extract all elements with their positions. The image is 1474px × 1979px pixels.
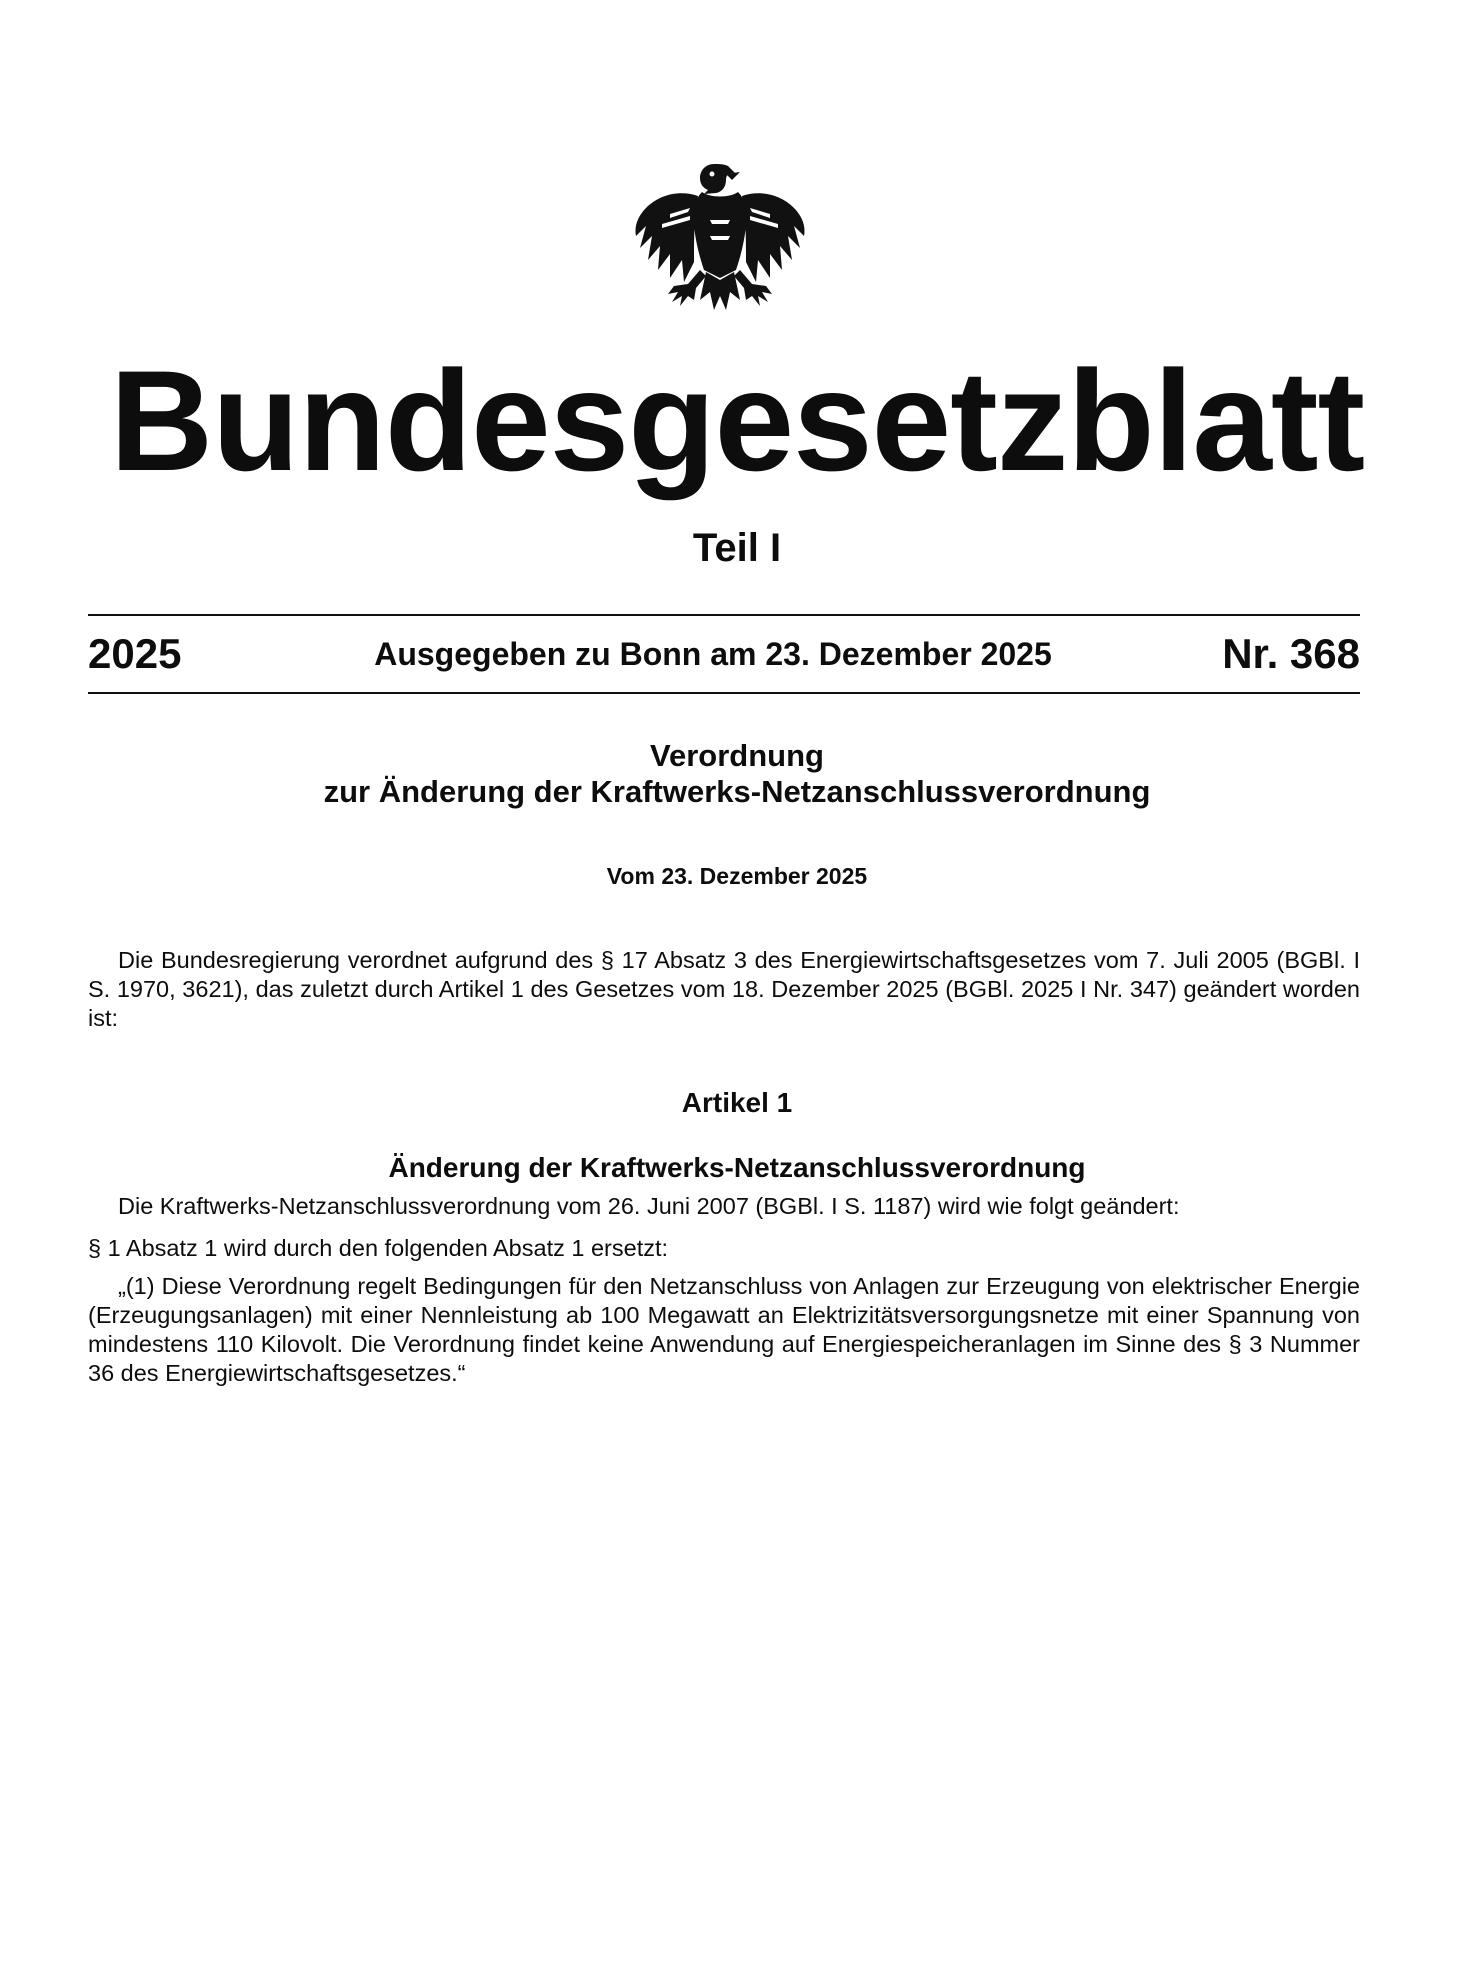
bundesadler-eagle-icon (630, 160, 810, 325)
article-heading: Artikel 1 (681, 1087, 793, 1118)
issue-bar (88, 630, 1360, 680)
divider-bottom (88, 692, 1360, 694)
document-title-line2: zur Änderung der Kraftwerks-Netzanschlussverordnung (323, 774, 1151, 809)
article-new-text-paragraph: „(1) Diese Verordnung regelt Bedingungen für den Netzanschluss von Anlagen zur Erzeugung von elektrischer Energie (Erzeugungsanlagen) mit einer Nennleistung ab 100 Megawatt an Elektrizitätsversorgungsnetze mit einer Spannung von mindestens 110 Kilovolt. Die Verordnung findet keine Anwendung auf Energiespeicheranlagen im Sinne des § 3 Nummer 36 des Energiewirtschaftsgesetzes.“ (88, 1273, 1360, 1386)
document-title (0, 738, 1474, 810)
preamble-paragraph: Die Bundesregierung verordnet aufgrund des § 17 Absatz 3 des Energiewirtschaftsgesetzes vom 7. Juli 2005 (BGBl. I S. 1970, 3621), das zuletzt durch Artikel 1 des Gesetzes vom 18. Dezember 2025 (BGBl. 2025 I Nr. 347) geändert worden ist: (88, 947, 1360, 1031)
issue-date: Ausgegeben zu Bonn am 23. Dezember 2025 (374, 636, 1052, 672)
part-label: Teil I (692, 526, 782, 570)
issue-number: Nr. 368 (1222, 630, 1360, 677)
article-intro-paragraph: Die Kraftwerks-Netzanschlussverordnung vom 26. Juni 2007 (BGBl. I S. 1187) wird wie folgt geändert: (118, 1193, 1180, 1219)
article-title: Änderung der Kraftwerks-Netzanschlussverordnung (388, 1152, 1086, 1183)
document-date: Vom 23. Dezember 2025 (606, 863, 868, 889)
issue-year: 2025 (88, 630, 182, 677)
article-instruction-paragraph: § 1 Absatz 1 wird durch den folgenden Absatz 1 ersetzt: (88, 1235, 669, 1261)
divider-top (88, 614, 1360, 616)
document-title-line1: Verordnung (650, 738, 824, 773)
masthead-title: Bundesgesetzblatt (109, 342, 1365, 501)
